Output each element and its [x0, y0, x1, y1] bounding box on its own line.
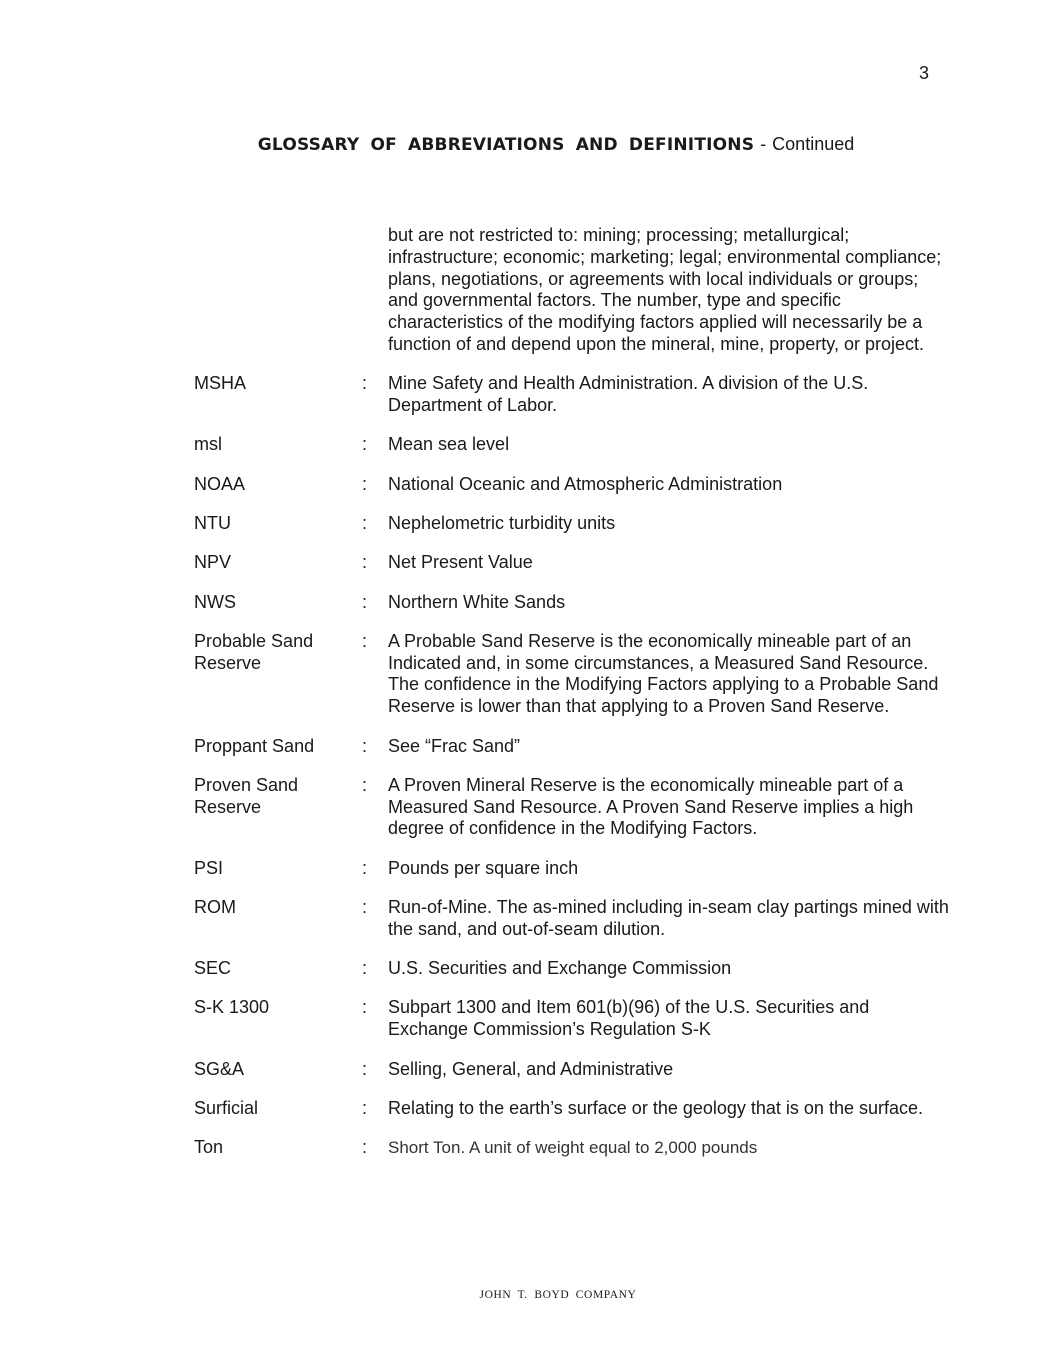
- glossary-colon: :: [362, 552, 368, 573]
- glossary-colon: :: [362, 630, 368, 651]
- glossary-term: NTU: [194, 512, 231, 533]
- glossary-colon: :: [362, 1097, 368, 1118]
- glossary-entry-s-k-1300: [0, 997, 1055, 1041]
- glossary-term: NPV: [194, 552, 232, 573]
- glossary-entry-probable-sand-reserve: [0, 631, 1055, 718]
- glossary-term: ROM: [194, 897, 236, 918]
- glossary-colon: :: [362, 512, 368, 533]
- glossary-term: PSI: [194, 857, 224, 878]
- glossary-colon: :: [362, 1137, 368, 1158]
- glossary-term: SEC: [194, 958, 232, 979]
- glossary-colon: :: [362, 591, 368, 612]
- glossary-term: MSHA: [194, 373, 247, 394]
- glossary-definition: Selling, General, and Administrative: [388, 1058, 674, 1079]
- glossary-term: Proppant Sand: [194, 735, 315, 756]
- glossary-definition: Subpart 1300 and Item 601(b)(96) of the U.S. Securities and Exchange Commission’s Regulation S-K: [388, 997, 870, 1040]
- page-number: 3: [919, 63, 930, 83]
- glossary-continuation: [0, 225, 1055, 356]
- glossary-colon: :: [362, 473, 368, 494]
- page-title-separator: -: [760, 134, 767, 154]
- glossary-entry-surficial: [0, 1098, 1055, 1120]
- glossary-entry-msl: [0, 434, 1055, 456]
- glossary-entry-nws: [0, 592, 1055, 614]
- glossary-definition: A Proven Mineral Reserve is the economically mineable part of a Measured Sand Resource. A Proven Sand Reserve implies a high degree of confidence in the Modifying Factors.: [388, 774, 914, 839]
- glossary-definition: Relating to the earth’s surface or the geology that is on the surface.: [388, 1097, 923, 1118]
- glossary-entry-sec: [0, 958, 1055, 980]
- glossary-list: [0, 225, 1055, 1176]
- glossary-colon: :: [362, 1058, 368, 1079]
- glossary-colon: :: [362, 997, 368, 1018]
- glossary-definition: Short Ton. A unit of weight equal to 2,000 pounds: [388, 1138, 758, 1158]
- glossary-colon: :: [362, 434, 368, 455]
- glossary-term: msl: [194, 434, 222, 455]
- glossary-colon: :: [362, 774, 368, 795]
- page-footer: JOHN T. BOYD COMPANY: [479, 1289, 637, 1301]
- glossary-definition: Pounds per square inch: [388, 857, 579, 878]
- glossary-entry-proppant-sand: [0, 736, 1055, 758]
- glossary-definition: Northern White Sands: [388, 591, 566, 612]
- glossary-definition: National Oceanic and Atmospheric Administration: [388, 473, 783, 494]
- glossary-entry-msha: [0, 373, 1055, 417]
- glossary-colon: :: [362, 958, 368, 979]
- glossary-definition: Nephelometric turbidity units: [388, 512, 616, 533]
- glossary-colon: :: [362, 897, 368, 918]
- glossary-colon: :: [362, 735, 368, 756]
- glossary-entry-noaa: [0, 474, 1055, 496]
- glossary-term: Ton: [194, 1137, 224, 1158]
- glossary-term: Proven Sand Reserve: [194, 774, 299, 817]
- page-title: [0, 134, 1055, 155]
- page-title-main: GLOSSARY OF ABBREVIATIONS AND DEFINITIONS: [257, 135, 755, 155]
- glossary-definition: Run-of-Mine. The as-mined including in-seam clay partings mined with the sand, and out-of-seam dilution.: [388, 897, 949, 939]
- glossary-term: Probable Sand Reserve: [194, 630, 314, 673]
- glossary-term: NOAA: [194, 473, 246, 494]
- glossary-definition: but are not restricted to: mining; processing; metallurgical; infrastructure; economic; marketing; legal; environmental compliance; plans, negotiations, or agreements with local individuals or groups; and governmental factors. The number, type and specific characteristics of the modifying factors applied will necessarily be a function of and depend upon the mineral, mine, property, or project.: [388, 225, 942, 354]
- glossary-entry-psi: [0, 858, 1055, 880]
- glossary-entry-npv: [0, 552, 1055, 574]
- glossary-definition: Net Present Value: [388, 552, 533, 573]
- glossary-entry-sga: [0, 1059, 1055, 1081]
- glossary-definition: U.S. Securities and Exchange Commission: [388, 958, 732, 979]
- page-title-suffix: Continued: [772, 134, 855, 154]
- glossary-colon: :: [362, 857, 368, 878]
- glossary-term: Surficial: [194, 1097, 259, 1118]
- glossary-entry-rom: [0, 897, 1055, 941]
- glossary-term: S-K 1300: [194, 997, 270, 1018]
- glossary-definition: See “Frac Sand”: [388, 735, 521, 756]
- glossary-definition: A Probable Sand Reserve is the economically mineable part of an Indicated and, in some circumstances, a Measured Sand Resource. The confidence in the Modifying Factors applying to a Probable Sand Reserve is lower than that applying to a Proven Sand Reserve.: [388, 630, 939, 717]
- glossary-colon: :: [362, 373, 368, 394]
- glossary-entry-ton: [0, 1137, 1055, 1159]
- glossary-definition: Mean sea level: [388, 434, 510, 455]
- glossary-term: NWS: [194, 591, 236, 612]
- glossary-entry-ntu: [0, 513, 1055, 535]
- glossary-entry-proven-sand-reserve: [0, 775, 1055, 840]
- glossary-term: SG&A: [194, 1058, 245, 1079]
- glossary-definition: Mine Safety and Health Administration. A division of the U.S. Department of Labor.: [388, 373, 869, 416]
